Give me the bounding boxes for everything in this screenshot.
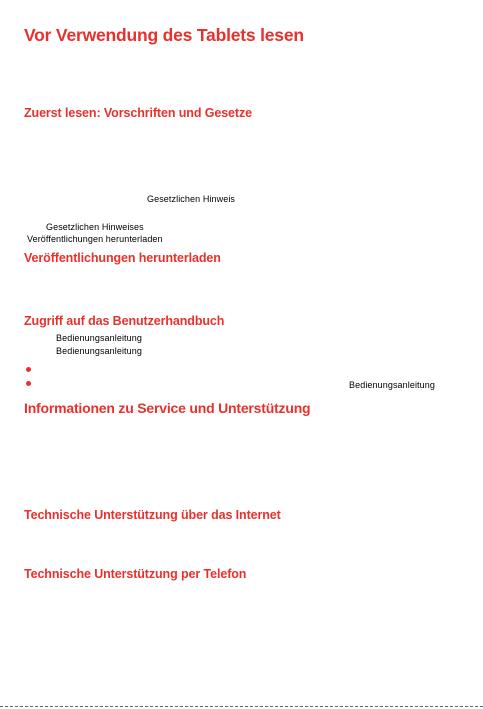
section-heading-service: Informationen zu Service und Unterstützung <box>24 400 311 416</box>
section-heading-downloads: Veröffentlichungen herunterladen <box>24 251 221 265</box>
download-publications-link[interactable]: Veröffentlichungen herunterladen <box>27 234 163 244</box>
section-heading-user-manual: Zugriff auf das Benutzerhandbuch <box>24 314 225 328</box>
page-title: Vor Verwendung des Tablets lesen <box>24 25 304 45</box>
bullet-marker-1 <box>26 367 31 372</box>
section-heading-regulations: Zuerst lesen: Vorschriften und Gesetze <box>24 106 252 120</box>
section-heading-internet-support: Technische Unterstützung über das Internet <box>24 508 281 522</box>
page-bottom-divider <box>0 706 483 707</box>
bullet-marker-2 <box>26 381 31 386</box>
legal-notices-reference: Gesetzlichen Hinweises <box>46 222 144 232</box>
manual-reference-2: Bedienungsanleitung <box>56 346 142 356</box>
section-heading-phone-support: Technische Unterstützung per Telefon <box>24 567 247 581</box>
manual-reference-1: Bedienungsanleitung <box>56 333 142 343</box>
legal-notice-reference: Gesetzlichen Hinweis <box>147 194 236 204</box>
manual-reference-bullet: Bedienungsanleitung <box>349 380 435 390</box>
